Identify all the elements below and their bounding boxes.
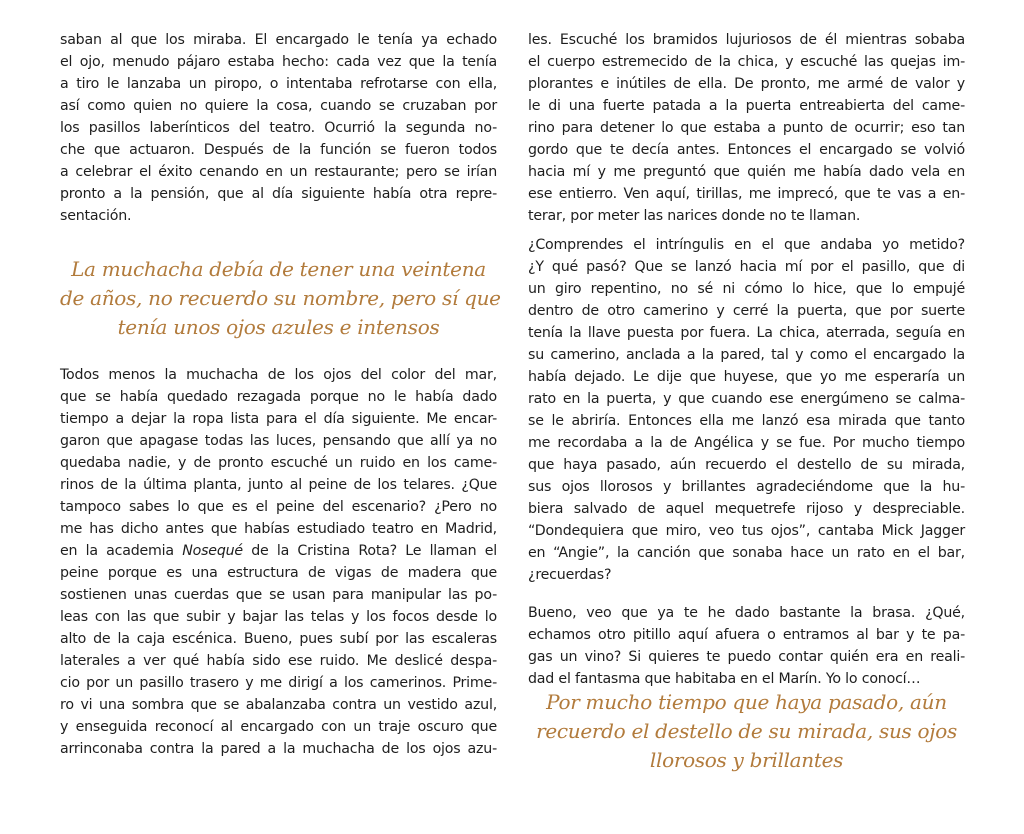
text-line: me recordaba a la de Angélica y se fue. Por mucho tiempo xyxy=(528,435,965,451)
text-line: peine porque es una estructura de vigas de madera que xyxy=(60,565,497,581)
text-line: pronto a la pensión, que al día siguiente había otra repre- xyxy=(60,186,497,202)
text-line: Bueno, veo que ya te he dado bastante la brasa. ¿Qué, xyxy=(528,605,965,621)
text-line: Por mucho tiempo que haya pasado, aún xyxy=(546,690,947,714)
text-line: había dejado. Le dije que huyese, que yo me esperaría un xyxy=(528,369,965,385)
text-line: echamos otro pitillo aquí afuera o entramos al bar y te pa- xyxy=(528,627,965,643)
text-line: biera salvado de aquel mequetrefe rijoso y despreciable. xyxy=(528,501,965,517)
text-line: el cuerpo estremecido de la chica, y escuché las quejas im- xyxy=(528,54,965,70)
text-line: “Dondequiera que miro, veo tus ojos”, cantaba Mick Jagger xyxy=(528,523,965,539)
text-line: garon que apagase todas las luces, pensando que allí ya no xyxy=(60,433,497,449)
text-line: saban al que los miraba. El encargado le tenía ya echado xyxy=(60,32,497,48)
text-line: cio por un pasillo trasero y me dirigí a los camerinos. Prime- xyxy=(60,675,497,691)
right-paragraph-2 xyxy=(528,234,965,586)
text-line: llorosos y brillantes xyxy=(649,748,844,772)
text-line: un giro repentino, no sé ni cómo lo hice, que lo empujé xyxy=(528,281,965,297)
text-line: arrinconaba contra la pared a la muchacha de los ojos azu- xyxy=(60,741,497,757)
text-line: hacia mí y me preguntó que quién me había dado vela en xyxy=(528,164,965,180)
emphasized-text: Nosequé xyxy=(182,543,243,559)
text-line: La muchacha debía de tener una veintena xyxy=(71,257,486,281)
text-line: se le abriría. Entonces ella me lanzó esa mirada que tanto xyxy=(528,413,965,429)
text-line: laterales a ver qué había sido ese ruido. Me deslicé despa- xyxy=(60,653,497,669)
text-line: le di una fuerte patada a la puerta entreabierta del came- xyxy=(528,98,965,114)
text-line: Todos menos la muchacha de los ojos del color del mar, xyxy=(60,367,497,383)
text-line: así como quien no quiere la cosa, cuando se cruzaban por xyxy=(60,98,497,114)
text-line: rato en la puerta, y que cuando ese energúmeno se calma- xyxy=(528,391,965,407)
text-line: plorantes e inútiles de ella. De pronto, me armé de valor y xyxy=(528,76,965,92)
text-line: ese entierro. Ven aquí, tirillas, me imprecó, que te vas a en- xyxy=(528,186,965,202)
text-line: ro vi una sombra que se abalanzaba contra un vestido azul, xyxy=(60,697,497,713)
text-segment: en la academia xyxy=(60,543,183,559)
text-line: que se había quedado rezagada porque no le había dado xyxy=(60,389,497,405)
text-line: dad el fantasma que habitaba en el Marín. Yo lo conocí… xyxy=(528,671,921,687)
text-line: terar, por meter las narices donde no te llaman. xyxy=(528,208,861,224)
text-line: rinos de la última planta, junto al peine de los telares. ¿Que xyxy=(60,477,497,493)
text-line: de años, no recuerdo su nombre, pero sí que xyxy=(60,286,501,310)
text-line: quedaba nadie, y de pronto escuché un ruido en los came- xyxy=(60,455,497,471)
left-paragraph-2 xyxy=(60,364,497,760)
text-line: en “Angie”, la canción que sonaba hace un rato en el bar, xyxy=(528,545,965,561)
text-line: tampoco sabes lo que es el peine del escenario? ¿Pero no xyxy=(60,499,497,515)
text-line: sostienen unas cuerdas que se usan para manipular las po- xyxy=(60,587,497,603)
text-line: que haya pasado, aún recuerdo el destello de su mirada, xyxy=(528,457,965,473)
text-line: me has dicho antes que habías estudiado teatro en Madrid, xyxy=(60,521,497,537)
text-line: tenía unos ojos azules e intensos xyxy=(117,315,440,339)
right-paragraph-1 xyxy=(528,29,965,227)
text-line: gas un vino? Si quieres te puedo contar quién era en reali- xyxy=(528,649,965,665)
text-line: a celebrar el éxito cenando en un restaurante; pero se irían xyxy=(60,164,497,180)
text-line: tenía la llave puesta por fuera. La chica, aterrada, seguía en xyxy=(528,325,965,341)
text-line: les. Escuché los bramidos lujuriosos de él mientras sobaba xyxy=(528,32,965,48)
text-line: gordo que te decía antes. Entonces el encargado se volvió xyxy=(528,142,965,158)
text-line: recuerdo el destello de su mirada, sus ojos xyxy=(536,719,957,743)
text-line: los pasillos laberínticos del teatro. Ocurrió la segunda no- xyxy=(60,120,497,136)
text-line: tiempo a dejar la ropa lista para el día siguiente. Me encar- xyxy=(60,411,497,427)
text-line: sus ojos llorosos y brillantes agradeciéndome que la hu- xyxy=(528,479,965,495)
text-line: ¿Y qué pasó? Que se lanzó hacia mí por el pasillo, que di xyxy=(528,259,965,275)
text-line: rino para detener lo que estaba a punto de ocurrir; eso tan xyxy=(528,120,965,136)
text-line: che que actuaron. Después de la función se fueron todos xyxy=(60,142,497,158)
text-line: alto de la caja escénica. Bueno, pues subí por las escaleras xyxy=(60,631,497,647)
text-segment: de la Cristina Rota? Le llaman el xyxy=(242,543,498,559)
text-line: dentro de otro camerino y cerré la puerta, que por suerte xyxy=(528,303,965,319)
text-line: sentación. xyxy=(60,208,132,224)
text-line: su camerino, anclada a la pared, tal y como el encargado la xyxy=(528,347,965,363)
right-pull-quote xyxy=(528,688,965,775)
text-line: el ojo, menudo pájaro estaba hecho: cada vez que la tenía xyxy=(60,54,497,70)
left-pull-quote xyxy=(60,255,501,342)
text-line: ¿Comprendes el intríngulis en el que andaba yo metido? xyxy=(528,237,965,253)
text-line: leas con las que subir y bajar las telas y los focos desde lo xyxy=(60,609,497,625)
text-line: ¿recuerdas? xyxy=(528,567,612,583)
left-paragraph-1 xyxy=(60,29,497,227)
text-line: a tiro le lanzaba un piropo, o intentaba refrotarse con ella, xyxy=(60,76,497,92)
right-paragraph-3 xyxy=(528,602,965,690)
text-line: y enseguida reconocí al encargado con un traje oscuro que xyxy=(60,719,497,735)
text-line xyxy=(60,540,497,562)
